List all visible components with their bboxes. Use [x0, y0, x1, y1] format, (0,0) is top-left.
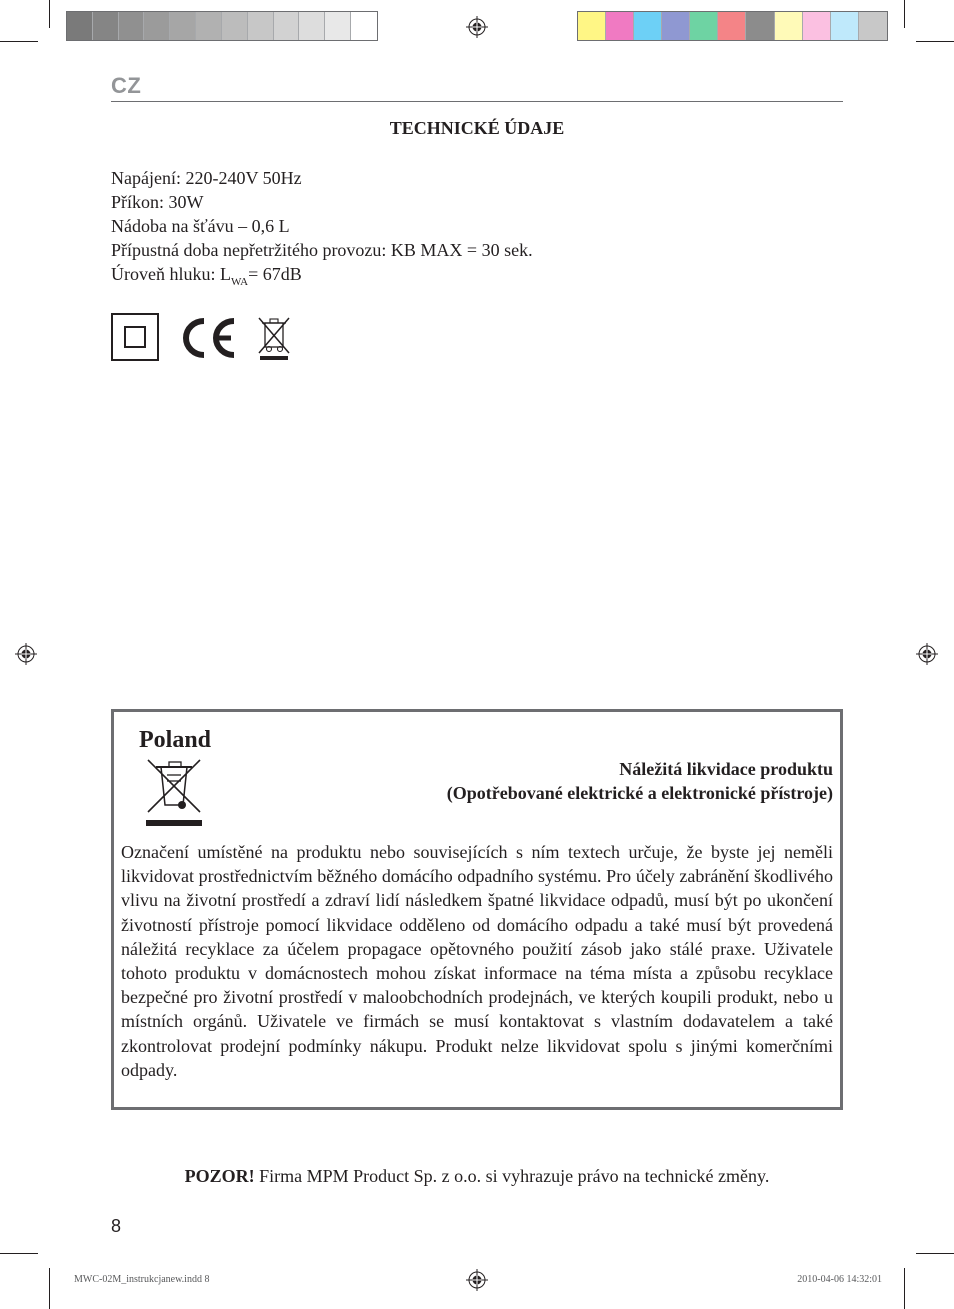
disposal-notice: [111, 709, 843, 1110]
language-code: CZ: [111, 73, 142, 98]
color-swatch: [803, 12, 831, 40]
registration-mark-icon: [466, 1269, 488, 1291]
crop-mark: [916, 41, 954, 42]
crop-mark: [49, 1268, 50, 1309]
spec-line: Přípustná doba nepřetržitého provozu: KB MAX = 30 sek.: [111, 240, 533, 260]
color-swatch: [690, 12, 718, 40]
ce-mark-icon: [179, 316, 239, 360]
pozor-label: POZOR!: [184, 1166, 255, 1186]
crop-mark: [904, 0, 905, 28]
registration-mark-icon: [916, 643, 938, 665]
color-swatch: [144, 12, 170, 40]
header-rule: [111, 101, 843, 102]
color-swatch: [119, 12, 145, 40]
color-swatch: [634, 12, 662, 40]
crop-mark: [0, 1253, 38, 1254]
color-swatch: [859, 12, 887, 40]
class-ii-insulation-icon: [111, 313, 159, 361]
spec-line: Napájení: 220-240V 50Hz: [111, 168, 302, 188]
registration-mark-icon: [466, 16, 488, 38]
weee-bin-icon: [257, 316, 291, 360]
color-swatch: [351, 12, 377, 40]
color-swatch: [196, 12, 222, 40]
crop-mark: [916, 1253, 954, 1254]
color-swatch: [606, 12, 634, 40]
notice-country: Poland: [139, 727, 212, 753]
crop-mark: [49, 0, 50, 28]
color-swatch: [718, 12, 746, 40]
color-bar: [577, 11, 888, 41]
color-swatch: [93, 12, 119, 40]
weee-bin-icon: [145, 757, 203, 827]
footer-timestamp: 2010-04-06 14:32:01: [797, 1274, 882, 1285]
color-swatch: [170, 12, 196, 40]
color-swatch: [325, 12, 351, 40]
color-swatch: [662, 12, 690, 40]
color-swatch: [746, 12, 774, 40]
color-swatch: [248, 12, 274, 40]
tech-heading: TECHNICKÉ ÚDAJE: [389, 118, 565, 138]
crop-mark: [904, 1268, 905, 1309]
page-number: 8: [111, 1216, 122, 1236]
spec-line: Nádoba na šťávu – 0,6 L: [111, 216, 290, 236]
color-swatch: [67, 12, 93, 40]
color-swatch: [274, 12, 300, 40]
color-swatch: [299, 12, 325, 40]
tech-specs: [111, 166, 533, 294]
pozor-note: [111, 1166, 843, 1187]
color-swatch: [831, 12, 859, 40]
notice-body: Označení umístěné na produktu nebo souvisejících s ním textech určuje, že byste jej neměli likvidovat prostřednictvím běžného domácího odpadního systému. Pro účely zabránění škodlivého vlivu na životní prostředí a zdraví lidí následkem špatné likvidace odpadů, musí být po ukončení životností přístroje pomocí likvidace odděleno od domácího odpadu a také musí být provedená náležitá recyklace za účelem propagace opětovného použití zásob jako stálé praxe. Uživatele tohoto produktu v domácnostech mohou získat informace na téma místa a způsobu recyklace bezpečné pro životní prostředí v maloobchodních prodejnách, ve kterých koupili produkt, nebo u místních orgánů. Uživatele ve firmách se musí kontaktovat s vlastním dodavatelem a také zkontrolovat prodejní podmínky nákupu. Produkt nelze likvidovat spolu s jinými komerčními odpady.: [121, 842, 833, 1080]
color-swatch: [775, 12, 803, 40]
registration-mark-icon: [15, 643, 37, 665]
footer-file: MWC-02M_instrukcjanew.indd 8: [74, 1274, 210, 1285]
spec-line-noise: Úroveň hluku: $L_{WA}= 67dB$: [111, 264, 302, 288]
grayscale-bar: [66, 11, 378, 41]
pozor-text: Firma MPM Product Sp. z o.o. si vyhrazuje právo na technické změny.: [254, 1166, 770, 1186]
notice-title: Náležitá likvidace produktu (Opotřebované elektrické a elektronické přístroje): [446, 759, 833, 803]
color-swatch: [578, 12, 606, 40]
color-swatch: [222, 12, 248, 40]
crop-mark: [0, 41, 38, 42]
spec-line: Příkon: 30W: [111, 192, 204, 212]
